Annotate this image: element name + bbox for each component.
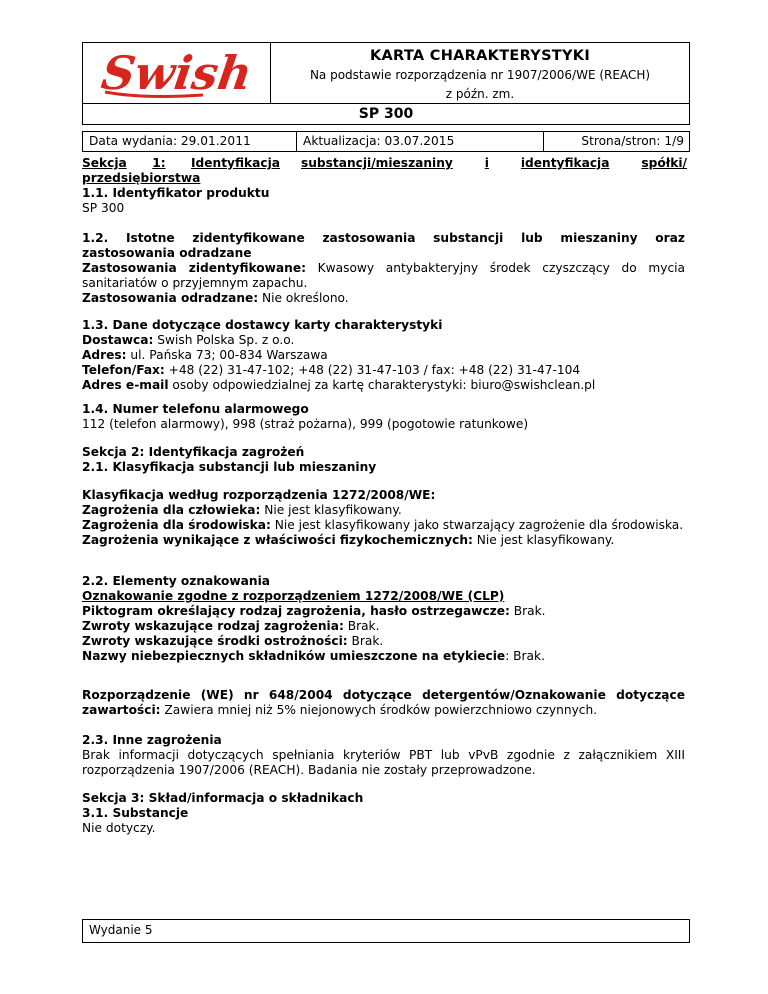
section-2-detergents <box>82 688 685 718</box>
section-2-2 <box>82 574 685 664</box>
label-email: Adres e-mail <box>82 378 169 392</box>
s1-4-value: 112 (telefon alarmowy), 998 (straż pożarna), 999 (pogotowie ratunkowe) <box>82 417 529 431</box>
value-human-hazards: Nie jest klasyfikowany. <box>260 503 402 517</box>
value-supplier: Swish Polska Sp. z o.o. <box>153 333 295 347</box>
label-address: Adres: <box>82 348 127 362</box>
s1-word-d: substancji/mieszaniny <box>301 156 453 170</box>
update-date: Aktualizacja: 03.07.2015 <box>297 132 544 151</box>
label-precautionary: Zwroty wskazujące środki ostrożności: <box>82 634 348 648</box>
value-pictogram: Brak. <box>509 604 546 618</box>
edition-label: Wydanie 5 <box>89 923 153 937</box>
label-human-hazards: Zagrożenia dla człowieka: <box>82 503 261 517</box>
s1-2-heading: 1.2. Istotne zidentyfikowane zastosowania substancji lub mieszaniny oraz zastosowania odradzane <box>82 231 685 260</box>
product-name: SP 300 <box>83 103 689 125</box>
value-env-hazards: Nie jest klasyfikowany jako stwarzający zagrożenie dla środowiska. <box>270 518 684 532</box>
document-header <box>82 42 690 125</box>
label-detergents-regulation: Rozporządzenie (WE) nr 648/2004 dotyczące detergentów/Oznakowanie dotyczące zawartości: <box>82 688 685 717</box>
section-1-2 <box>82 231 685 306</box>
value-hazard-statements: Brak. <box>343 619 380 633</box>
s2-3-heading: 2.3. Inne zagrożenia <box>82 733 222 747</box>
svg-text:Swish: Swish <box>98 46 256 100</box>
s1-word-a: Sekcja <box>82 156 127 170</box>
s1-word-e: i <box>484 156 489 170</box>
label-env-hazards: Zagrożenia dla środowiska: <box>82 518 271 532</box>
swish-logo <box>83 43 271 103</box>
section-2-3 <box>82 733 685 778</box>
value-detergents-regulation: Zawiera mniej niż 5% niejonowych środków powierzchniowo czynnych. <box>160 703 598 717</box>
s1-word-c: Identyfikacja <box>191 156 280 170</box>
s2-1-heading: 2.1. Klasyfikacja substancji lub mieszaniny <box>82 460 377 474</box>
regulation-line-2: z późn. zm. <box>445 87 515 101</box>
s3-heading: Sekcja 3: Skład/informacja o składnikach <box>82 791 364 805</box>
label-hazardous-components: Nazwy niebezpiecznych składników umieszczone na etykiecie <box>82 649 506 663</box>
s3-1-value: Nie dotyczy. <box>82 821 156 835</box>
s1-word-b: 1: <box>152 156 166 170</box>
label-identified-uses: Zastosowania zidentyfikowane: <box>82 261 306 275</box>
swish-logo-graphic <box>83 43 270 103</box>
label-advised-against: Zastosowania odradzane: <box>82 291 259 305</box>
issue-date: Data wydania: 29.01.2011 <box>83 132 297 151</box>
section1-heading-right <box>301 156 687 171</box>
s2-2-heading: 2.2. Elementy oznakowania <box>82 574 270 588</box>
section-1-4 <box>82 402 685 432</box>
s1-word-f: identyfikacja <box>520 156 610 170</box>
section-2-classification <box>82 488 685 548</box>
label-physchem-hazards: Zagrożenia wynikające z właściwości fizykochemicznych: <box>82 533 473 547</box>
section1-heading-left <box>82 156 280 216</box>
value-address: ul. Pańska 73; 00-834 Warszawa <box>126 348 328 362</box>
section-3 <box>82 791 685 836</box>
s2-heading: Sekcja 2: Identyfikacja zagrożeń <box>82 445 305 459</box>
s1-3-heading: 1.3. Dane dotyczące dostawcy karty charakterystyki <box>82 318 443 332</box>
s1-1-value: SP 300 <box>82 201 125 215</box>
value-email: osoby odpowiedzialnej za kartę charakterystyki: biuro@swishclean.pl <box>168 378 596 392</box>
value-phone-fax: +48 (22) 31-47-102; +48 (22) 31-47-103 / fax: +48 (22) 31-47-104 <box>164 363 581 377</box>
s1-heading-cont: przedsiębiorstwa <box>82 171 201 185</box>
label-supplier: Dostawca: <box>82 333 154 347</box>
page-number: Strona/stron: 1/9 <box>581 134 684 148</box>
regulation-line-1: Na podstawie rozporządzenia nr 1907/2006/WE (REACH) <box>309 68 651 82</box>
label-pictogram: Piktogram określający rodzaj zagrożenia, hasło ostrzegawcze: <box>82 604 510 618</box>
section-2-heading <box>82 445 685 475</box>
s1-1-heading: 1.1. Identyfikator produktu <box>82 186 270 200</box>
classification-heading: Klasyfikacja według rozporządzenia 1272/2008/WE: <box>82 488 436 502</box>
footer <box>82 919 690 943</box>
s3-1-heading: 3.1. Substancje <box>82 806 189 820</box>
section-1-3 <box>82 318 685 393</box>
s2-3-value: Brak informacji dotyczących spełniania kryteriów PBT lub vPvB zgodnie z załącznikiem XIII rozporządzenia 1907/2006 (REACH). Badania nie zostały przeprowadzone. <box>82 748 685 777</box>
clp-labelling-heading: Oznakowanie zgodne z rozporządzeniem 1272/2008/WE (CLP) <box>82 589 505 603</box>
meta-row <box>82 131 690 152</box>
s1-4-heading: 1.4. Numer telefonu alarmowego <box>82 402 309 416</box>
value-precautionary: Brak. <box>347 634 384 648</box>
value-hazardous-components: : Brak. <box>505 649 545 663</box>
label-phone-fax: Telefon/Fax: <box>82 363 165 377</box>
value-advised-against: Nie określono. <box>258 291 349 305</box>
value-identified-uses: Kwasowy antybakteryjny środek czyszczący do mycia sanitariatów o przyjemnym zapachu. <box>82 261 686 290</box>
s1-word-g: spółki/ <box>641 156 687 170</box>
title-block <box>271 43 689 103</box>
label-hazard-statements: Zwroty wskazujące rodzaj zagrożenia: <box>82 619 344 633</box>
document-title: KARTA CHARAKTERYSTYKI <box>369 48 591 64</box>
value-physchem-hazards: Nie jest klasyfikowany. <box>472 533 615 547</box>
